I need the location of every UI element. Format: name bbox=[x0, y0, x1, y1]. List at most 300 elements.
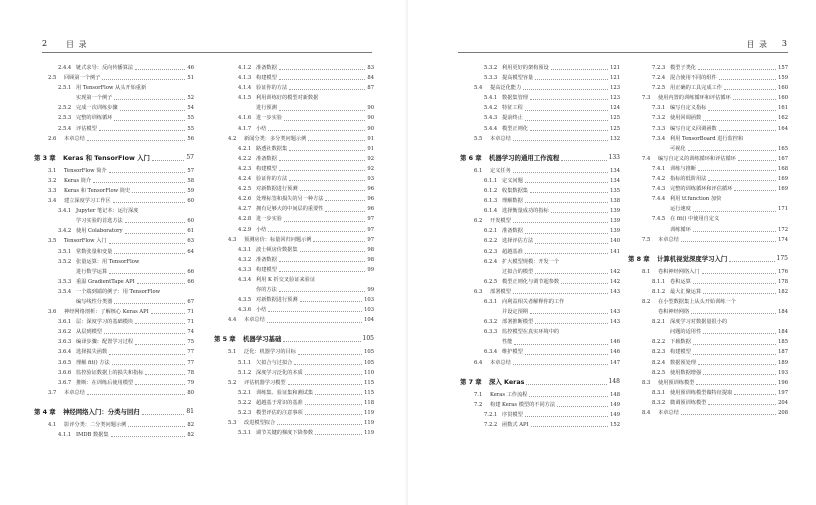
toc-entry[interactable] bbox=[34, 196, 194, 206]
toc-entry-title: 进行预测 bbox=[256, 105, 277, 112]
toc-entry[interactable] bbox=[34, 73, 194, 83]
toc-entry[interactable] bbox=[628, 63, 788, 73]
toc-entry-page: 143 bbox=[609, 307, 620, 317]
toc-entry[interactable] bbox=[214, 398, 374, 408]
toc-entry-title: 深度学习泛化的本质 bbox=[256, 369, 303, 376]
toc-entry-number: 7.4.2 bbox=[652, 176, 666, 183]
dot-leader bbox=[102, 79, 185, 80]
toc-entry[interactable] bbox=[628, 307, 788, 317]
toc-entry-title: 新闻分类：多分类问题示例 bbox=[244, 135, 307, 142]
toc-entry[interactable] bbox=[214, 93, 374, 103]
toc-entry-number: 4.1 bbox=[48, 421, 57, 428]
toc-entry[interactable] bbox=[34, 176, 194, 186]
toc-entry-page: 92 bbox=[366, 154, 374, 164]
toc-entry-number: 3.4.1 bbox=[58, 208, 72, 215]
toc-entry[interactable] bbox=[460, 63, 620, 73]
toc-entry[interactable] bbox=[628, 337, 788, 347]
dot-leader bbox=[531, 426, 608, 427]
dot-leader bbox=[724, 89, 776, 90]
toc-entry-title: 准备数据 bbox=[256, 65, 277, 71]
toc-entry-page: 57 bbox=[186, 166, 194, 176]
toc-entry-title: 编写线性分类器 bbox=[76, 298, 113, 305]
toc-entry[interactable] bbox=[214, 134, 374, 144]
toc-entry-page: 169 bbox=[777, 174, 788, 184]
toc-entry-title: 学习实验的首选方法 bbox=[76, 218, 123, 225]
toc-entry[interactable] bbox=[34, 297, 194, 307]
toc-entry-number: 4.3.6 bbox=[238, 307, 252, 314]
dot-leader bbox=[300, 251, 365, 252]
toc-entry[interactable] bbox=[628, 225, 788, 235]
dot-leader bbox=[530, 313, 608, 314]
toc-entry[interactable] bbox=[34, 277, 194, 287]
toc-entry[interactable] bbox=[214, 285, 374, 295]
toc-entry[interactable] bbox=[34, 134, 194, 144]
toc-entry[interactable] bbox=[34, 347, 194, 357]
toc-entry-title: 准备数据 bbox=[256, 256, 277, 263]
toc-entry[interactable] bbox=[460, 83, 620, 93]
toc-entry-title: 模型评估的注意事项 bbox=[256, 410, 303, 416]
toc-entry[interactable] bbox=[460, 347, 620, 357]
toc-entry-number: 6.3.1 bbox=[484, 298, 498, 305]
toc-entry[interactable] bbox=[460, 124, 620, 134]
toc-entry-title: 机器学习的通用工作流程 bbox=[489, 153, 560, 162]
dot-leader bbox=[111, 436, 185, 437]
toc-entry-page: 146 bbox=[609, 337, 620, 347]
toc-entry[interactable] bbox=[460, 103, 620, 113]
toc-entry-number: 4.1.7 bbox=[238, 125, 252, 132]
toc-entry-number: 6.3 bbox=[474, 288, 483, 295]
toc-entry[interactable] bbox=[214, 358, 374, 368]
toc-entry[interactable] bbox=[34, 103, 194, 113]
toc-chapter-entry[interactable] bbox=[460, 375, 620, 389]
toc-entry[interactable] bbox=[628, 194, 788, 204]
toc-entry-number: 7.3.2 bbox=[652, 115, 666, 122]
toc-entry-page: 98 bbox=[366, 255, 374, 265]
toc-entry-number: 8.1.2 bbox=[652, 288, 666, 295]
dot-leader bbox=[551, 69, 608, 70]
toc-entry-number: 第 6 章 bbox=[460, 153, 482, 162]
toc-entry[interactable] bbox=[34, 124, 194, 134]
toc-entry-page: 81 bbox=[185, 405, 194, 419]
toc-entry-number: 3.5.3 bbox=[58, 278, 72, 285]
toc-entry-number: 7.1 bbox=[474, 391, 483, 398]
toc-entry-number: 2.5.2 bbox=[58, 105, 72, 112]
toc-entry[interactable] bbox=[628, 93, 788, 103]
toc-entry[interactable] bbox=[34, 226, 194, 236]
toc-entry-title: 深度学习对数据量很小的 bbox=[670, 319, 728, 326]
toc-entry[interactable] bbox=[460, 257, 620, 267]
toc-entry[interactable] bbox=[460, 390, 620, 400]
dot-leader bbox=[698, 364, 776, 365]
toc-entry[interactable] bbox=[214, 428, 374, 438]
toc-chapter-entry[interactable] bbox=[34, 405, 194, 419]
toc-entry[interactable] bbox=[460, 206, 620, 216]
toc-entry[interactable] bbox=[214, 235, 374, 245]
toc-entry[interactable] bbox=[628, 154, 788, 164]
toc-entry[interactable] bbox=[460, 176, 620, 186]
toc-entry-title: 预测房价：标量回归问题示例 bbox=[244, 236, 312, 243]
toc-entry-page: 78 bbox=[186, 368, 194, 378]
toc-chapter-entry[interactable] bbox=[214, 332, 374, 346]
toc-entry-title: 准备数据 bbox=[502, 228, 523, 235]
toc-entry[interactable] bbox=[460, 186, 620, 196]
toc-entry-title: 下载数据 bbox=[670, 339, 691, 346]
toc-entry[interactable] bbox=[34, 83, 194, 93]
toc-entry[interactable] bbox=[628, 277, 788, 287]
toc-entry[interactable] bbox=[34, 378, 194, 388]
toc-entry[interactable] bbox=[628, 103, 788, 113]
dot-leader bbox=[125, 233, 185, 234]
toc-entry-number: 4.1.5 bbox=[238, 95, 252, 102]
toc-entry[interactable] bbox=[628, 398, 788, 408]
toc-entry-number: 6.2 bbox=[474, 218, 483, 225]
toc-entry[interactable] bbox=[214, 73, 374, 83]
dot-leader bbox=[708, 404, 776, 405]
toc-entry-title: 回顾第一个例子 bbox=[64, 75, 101, 82]
toc-entry-title: 使用预训练模型 bbox=[658, 379, 695, 386]
toc-entry[interactable] bbox=[628, 317, 788, 327]
toc-entry-number: 4.2.1 bbox=[238, 145, 252, 152]
toc-entry-number: 3.2 bbox=[48, 177, 57, 184]
toc-entry-number: 8.2.1 bbox=[652, 319, 666, 326]
toc-entry-title: TensorFlow 入门 bbox=[64, 238, 107, 245]
toc-entry-number: 4.1.1 bbox=[58, 432, 72, 438]
dot-leader bbox=[313, 241, 365, 242]
toc-entry-number: 6.1 bbox=[474, 167, 483, 174]
toc-entry[interactable] bbox=[34, 287, 194, 297]
toc-entry-page: 52 bbox=[186, 93, 194, 103]
toc-entry-number: 4.2.9 bbox=[238, 226, 252, 233]
toc-entry-number: 6.1.4 bbox=[484, 208, 498, 215]
toc-entry[interactable] bbox=[628, 235, 788, 245]
toc-entry-number: 3.6.5 bbox=[58, 359, 72, 366]
dot-leader bbox=[279, 69, 365, 70]
toc-entry-number: 3.6.4 bbox=[58, 349, 72, 356]
toc-column bbox=[214, 63, 374, 438]
toc-entry-title: 模型子类化 bbox=[670, 65, 696, 71]
right-page-header bbox=[458, 36, 788, 52]
toc-entry[interactable] bbox=[34, 307, 194, 317]
toc-entry[interactable] bbox=[214, 255, 374, 265]
toc-entry-page: 66 bbox=[186, 267, 194, 277]
toc-entry-page: 110 bbox=[363, 368, 374, 378]
toc-entry-title: 数据集管理 bbox=[502, 95, 528, 102]
toc-entry-page: 160 bbox=[777, 83, 788, 93]
toc-entry-number: 第 4 章 bbox=[34, 407, 56, 416]
toc-entry[interactable] bbox=[214, 388, 374, 398]
toc-entry[interactable] bbox=[214, 245, 374, 255]
toc-entry[interactable] bbox=[628, 174, 788, 184]
toc-entry[interactable] bbox=[460, 317, 620, 327]
toc-entry[interactable] bbox=[214, 418, 374, 428]
toc-entry-title: 路透社数据集 bbox=[256, 145, 288, 152]
toc-entry[interactable] bbox=[460, 134, 620, 144]
toc-entry-page: 97 bbox=[366, 214, 374, 224]
dot-leader bbox=[109, 273, 185, 274]
toc-entry[interactable] bbox=[34, 236, 194, 246]
dot-leader bbox=[268, 130, 365, 131]
toc-chapter-entry[interactable] bbox=[628, 252, 788, 266]
toc-entry-number: 5.4.4 bbox=[484, 125, 498, 132]
toc-entry[interactable] bbox=[460, 400, 620, 410]
toc-entry[interactable] bbox=[628, 164, 788, 174]
toc-entry-page: 87 bbox=[366, 83, 374, 93]
toc-entry[interactable] bbox=[34, 247, 194, 257]
toc-entry-page: 105 bbox=[362, 332, 374, 346]
toc-entry-page: 182 bbox=[777, 287, 788, 297]
toc-entry-title: 理解 fit() 方法 bbox=[76, 359, 110, 366]
toc-entry[interactable] bbox=[460, 166, 620, 176]
dot-leader bbox=[305, 414, 362, 415]
toc-entry[interactable] bbox=[628, 368, 788, 378]
toc-entry[interactable] bbox=[460, 420, 620, 430]
toc-entry-title: 常数张量和变量 bbox=[76, 248, 113, 255]
dot-leader bbox=[551, 212, 608, 213]
dot-leader bbox=[137, 283, 185, 284]
toc-entry[interactable] bbox=[34, 337, 194, 347]
toc-entry[interactable] bbox=[628, 378, 788, 388]
toc-entry[interactable] bbox=[628, 204, 788, 214]
toc-entry[interactable] bbox=[628, 124, 788, 134]
toc-entry[interactable] bbox=[214, 275, 374, 285]
toc-entry[interactable] bbox=[628, 83, 788, 93]
toc-entry[interactable] bbox=[34, 358, 194, 368]
toc-entry[interactable] bbox=[34, 420, 194, 430]
toc-entry-page: 125 bbox=[609, 113, 620, 123]
toc-entry[interactable] bbox=[214, 214, 374, 224]
toc-entry[interactable] bbox=[34, 257, 194, 267]
toc-entry-number: 2.5.3 bbox=[58, 115, 72, 122]
toc-entry-title: 进一步实验 bbox=[256, 115, 282, 122]
toc-entry[interactable] bbox=[214, 315, 374, 325]
toc-entry[interactable] bbox=[460, 196, 620, 206]
toc-entry-title: 向利益相关者解释你的工作 bbox=[502, 298, 565, 305]
toc-entry[interactable] bbox=[214, 305, 374, 315]
dot-leader bbox=[305, 404, 362, 405]
toc-entry[interactable] bbox=[460, 247, 620, 257]
toc-entry-number: 8.2.3 bbox=[652, 349, 666, 356]
dot-leader bbox=[151, 313, 185, 314]
toc-entry-title: 进一步实验 bbox=[256, 216, 282, 223]
toc-entry-page: 124 bbox=[609, 103, 620, 113]
toc-entry-page: 97 bbox=[366, 225, 374, 235]
toc-entry[interactable] bbox=[460, 93, 620, 103]
toc-entry-number: 8.2.4 bbox=[652, 359, 666, 366]
toc-entry[interactable] bbox=[460, 73, 620, 83]
toc-entry-title: 问题的适用性 bbox=[670, 329, 702, 336]
toc-entry-title: 利用更好的架构预设 bbox=[502, 65, 549, 71]
toc-entry-title: 提前终止 bbox=[502, 115, 523, 122]
toc-entry[interactable] bbox=[628, 347, 788, 357]
toc-entry-page: 63 bbox=[186, 236, 194, 246]
toc-entry[interactable] bbox=[34, 327, 194, 337]
dot-leader bbox=[109, 243, 185, 244]
dot-leader bbox=[315, 394, 362, 395]
toc-entry[interactable] bbox=[460, 287, 620, 297]
toc-entry[interactable] bbox=[214, 378, 374, 388]
toc-entry-number: 7.4.5 bbox=[652, 216, 666, 223]
toc-entry[interactable] bbox=[460, 216, 620, 226]
toc-entry[interactable] bbox=[34, 430, 194, 440]
toc-entry-title: 从层到模型 bbox=[76, 329, 102, 336]
toc-entry[interactable] bbox=[214, 124, 374, 134]
dot-leader bbox=[693, 211, 776, 212]
toc-entry[interactable] bbox=[34, 317, 194, 327]
toc-entry[interactable] bbox=[214, 184, 374, 194]
toc-entry[interactable] bbox=[628, 408, 788, 418]
toc-entry[interactable] bbox=[34, 166, 194, 176]
toc-entry-title: 一个端到端的例子：用 TensorFlow bbox=[76, 288, 161, 295]
toc-entry-page: 134 bbox=[609, 166, 620, 176]
toc-entry[interactable] bbox=[214, 83, 374, 93]
toc-entry-title: 定义问题 bbox=[502, 177, 523, 184]
toc-entry[interactable] bbox=[460, 327, 620, 337]
toc-entry-number: 5.2.3 bbox=[238, 410, 252, 416]
toc-entry-title: 在小型数据集上从头开始训练一个 bbox=[658, 298, 736, 305]
toc-entry-title: 超越基于常识的基准 bbox=[256, 399, 303, 406]
toc-entry[interactable] bbox=[214, 164, 374, 174]
toc-entry-page: 161 bbox=[777, 103, 788, 113]
toc-entry-page: 208 bbox=[777, 408, 788, 418]
toc-entry-page: 143 bbox=[609, 317, 620, 327]
toc-entry[interactable] bbox=[34, 206, 194, 216]
toc-entry-title: 利用训练好的模型对新数据 bbox=[256, 95, 319, 102]
toc-entry[interactable] bbox=[460, 267, 620, 277]
toc-entry-number: 5.4.3 bbox=[484, 115, 498, 122]
toc-entry[interactable] bbox=[214, 347, 374, 357]
toc-entry[interactable] bbox=[628, 297, 788, 307]
dot-leader bbox=[305, 374, 362, 375]
toc-entry[interactable] bbox=[460, 297, 620, 307]
toc-entry-page: 196 bbox=[777, 378, 788, 388]
toc-entry[interactable] bbox=[34, 388, 194, 398]
toc-entry-number: 2.5.4 bbox=[58, 125, 72, 132]
toc-entry[interactable] bbox=[628, 184, 788, 194]
toc-entry-number: 8.1 bbox=[642, 268, 651, 275]
toc-entry[interactable] bbox=[460, 307, 620, 317]
toc-entry-number: 第 7 章 bbox=[460, 377, 482, 386]
toc-entry[interactable] bbox=[628, 358, 788, 368]
toc-entry-number: 4.2.4 bbox=[238, 176, 252, 183]
toc-entry-page: 146 bbox=[609, 347, 620, 357]
toc-entry[interactable] bbox=[214, 103, 374, 113]
toc-entry[interactable] bbox=[214, 154, 374, 164]
toc-entry[interactable] bbox=[460, 113, 620, 123]
toc-entry-title: 构建模型 bbox=[670, 349, 691, 356]
toc-entry-page: 176 bbox=[777, 267, 788, 277]
toc-entry-page: 91 bbox=[366, 134, 374, 144]
toc-entry[interactable] bbox=[34, 216, 194, 226]
dot-leader bbox=[693, 354, 776, 355]
toc-entry-page: 167 bbox=[777, 154, 788, 164]
toc-entry-page: 96 bbox=[366, 204, 374, 214]
toc-entry[interactable] bbox=[214, 174, 374, 184]
header-rule bbox=[42, 52, 372, 53]
toc-entry[interactable] bbox=[34, 113, 194, 123]
toc-entry[interactable] bbox=[460, 358, 620, 368]
toc-entry-number: 3.4 bbox=[48, 198, 57, 205]
toc-entry[interactable] bbox=[628, 287, 788, 297]
toc-entry-number: 8.1.1 bbox=[652, 278, 666, 285]
toc-entry[interactable] bbox=[214, 408, 374, 418]
toc-entry[interactable] bbox=[214, 204, 374, 214]
dot-leader bbox=[514, 344, 608, 345]
toc-entry-number: 8.3.1 bbox=[652, 389, 666, 396]
toc-entry[interactable] bbox=[214, 225, 374, 235]
toc-entry[interactable] bbox=[460, 226, 620, 236]
header-rule bbox=[458, 52, 788, 53]
toc-entry[interactable] bbox=[214, 295, 374, 305]
toc-entry-number: 4.1.4 bbox=[238, 85, 252, 92]
toc-chapter-entry[interactable] bbox=[460, 151, 620, 165]
toc-entry[interactable] bbox=[214, 113, 374, 123]
toc-entry[interactable] bbox=[34, 63, 194, 73]
toc-entry-title: 扩大模型规模：开发一个 bbox=[502, 258, 560, 265]
dot-leader bbox=[284, 120, 365, 121]
toc-entry-title: 本章总结 bbox=[658, 410, 679, 416]
toc-entry[interactable] bbox=[628, 113, 788, 123]
toc-chapter-entry[interactable] bbox=[34, 151, 194, 165]
toc-entry-page: 204 bbox=[777, 398, 788, 408]
toc-entry[interactable] bbox=[628, 267, 788, 277]
toc-entry[interactable] bbox=[628, 388, 788, 398]
toc-entry-page: 56 bbox=[186, 134, 194, 144]
dot-leader bbox=[300, 301, 362, 302]
toc-entry-page: 164 bbox=[777, 124, 788, 134]
toc-entry[interactable] bbox=[460, 236, 620, 246]
dot-leader bbox=[99, 130, 185, 131]
toc-entry[interactable] bbox=[460, 410, 620, 420]
toc-entry-title: 计算机视觉深度学习入门 bbox=[657, 254, 728, 263]
toc-entry-title: 理解数据 bbox=[502, 198, 523, 205]
toc-entry-title: 可视化 bbox=[670, 145, 686, 152]
toc-entry[interactable] bbox=[628, 214, 788, 224]
dot-leader bbox=[135, 344, 185, 345]
toc-entry[interactable] bbox=[34, 368, 194, 378]
toc-entry-number: 7.3.3 bbox=[652, 125, 666, 132]
toc-entry[interactable] bbox=[628, 73, 788, 83]
toc-entry[interactable] bbox=[214, 63, 374, 73]
toc-entry[interactable] bbox=[214, 144, 374, 154]
toc-entry[interactable] bbox=[34, 93, 194, 103]
toc-entry-page: 67 bbox=[186, 297, 194, 307]
dot-leader bbox=[513, 222, 608, 223]
toc-entry-number: 2.5 bbox=[48, 75, 57, 82]
toc-entry[interactable] bbox=[34, 186, 194, 196]
dot-leader bbox=[693, 231, 776, 232]
toc-entry[interactable] bbox=[460, 277, 620, 287]
toc-entry-number: 6.2.4 bbox=[484, 258, 498, 265]
dot-leader bbox=[288, 384, 362, 385]
toc-entry[interactable] bbox=[628, 144, 788, 154]
toc-entry-title: 验证你的方法 bbox=[256, 176, 288, 183]
toc-entry-title: 实现第一个例子 bbox=[76, 95, 113, 102]
dot-leader bbox=[109, 172, 185, 173]
toc-entry[interactable] bbox=[34, 267, 194, 277]
toc-entry[interactable] bbox=[628, 327, 788, 337]
toc-entry-number: 6.1.3 bbox=[484, 198, 498, 205]
toc-entry[interactable] bbox=[214, 194, 374, 204]
dot-leader bbox=[104, 333, 185, 334]
toc-entry[interactable] bbox=[214, 368, 374, 378]
toc-entry[interactable] bbox=[628, 134, 788, 144]
toc-entry-number: 4.2.7 bbox=[238, 206, 252, 213]
toc-entry[interactable] bbox=[214, 265, 374, 275]
toc-entry[interactable] bbox=[460, 337, 620, 347]
toc-entry-page: 119 bbox=[363, 428, 374, 438]
toc-entry-title: 性能 bbox=[502, 339, 513, 346]
dot-leader bbox=[703, 333, 776, 334]
